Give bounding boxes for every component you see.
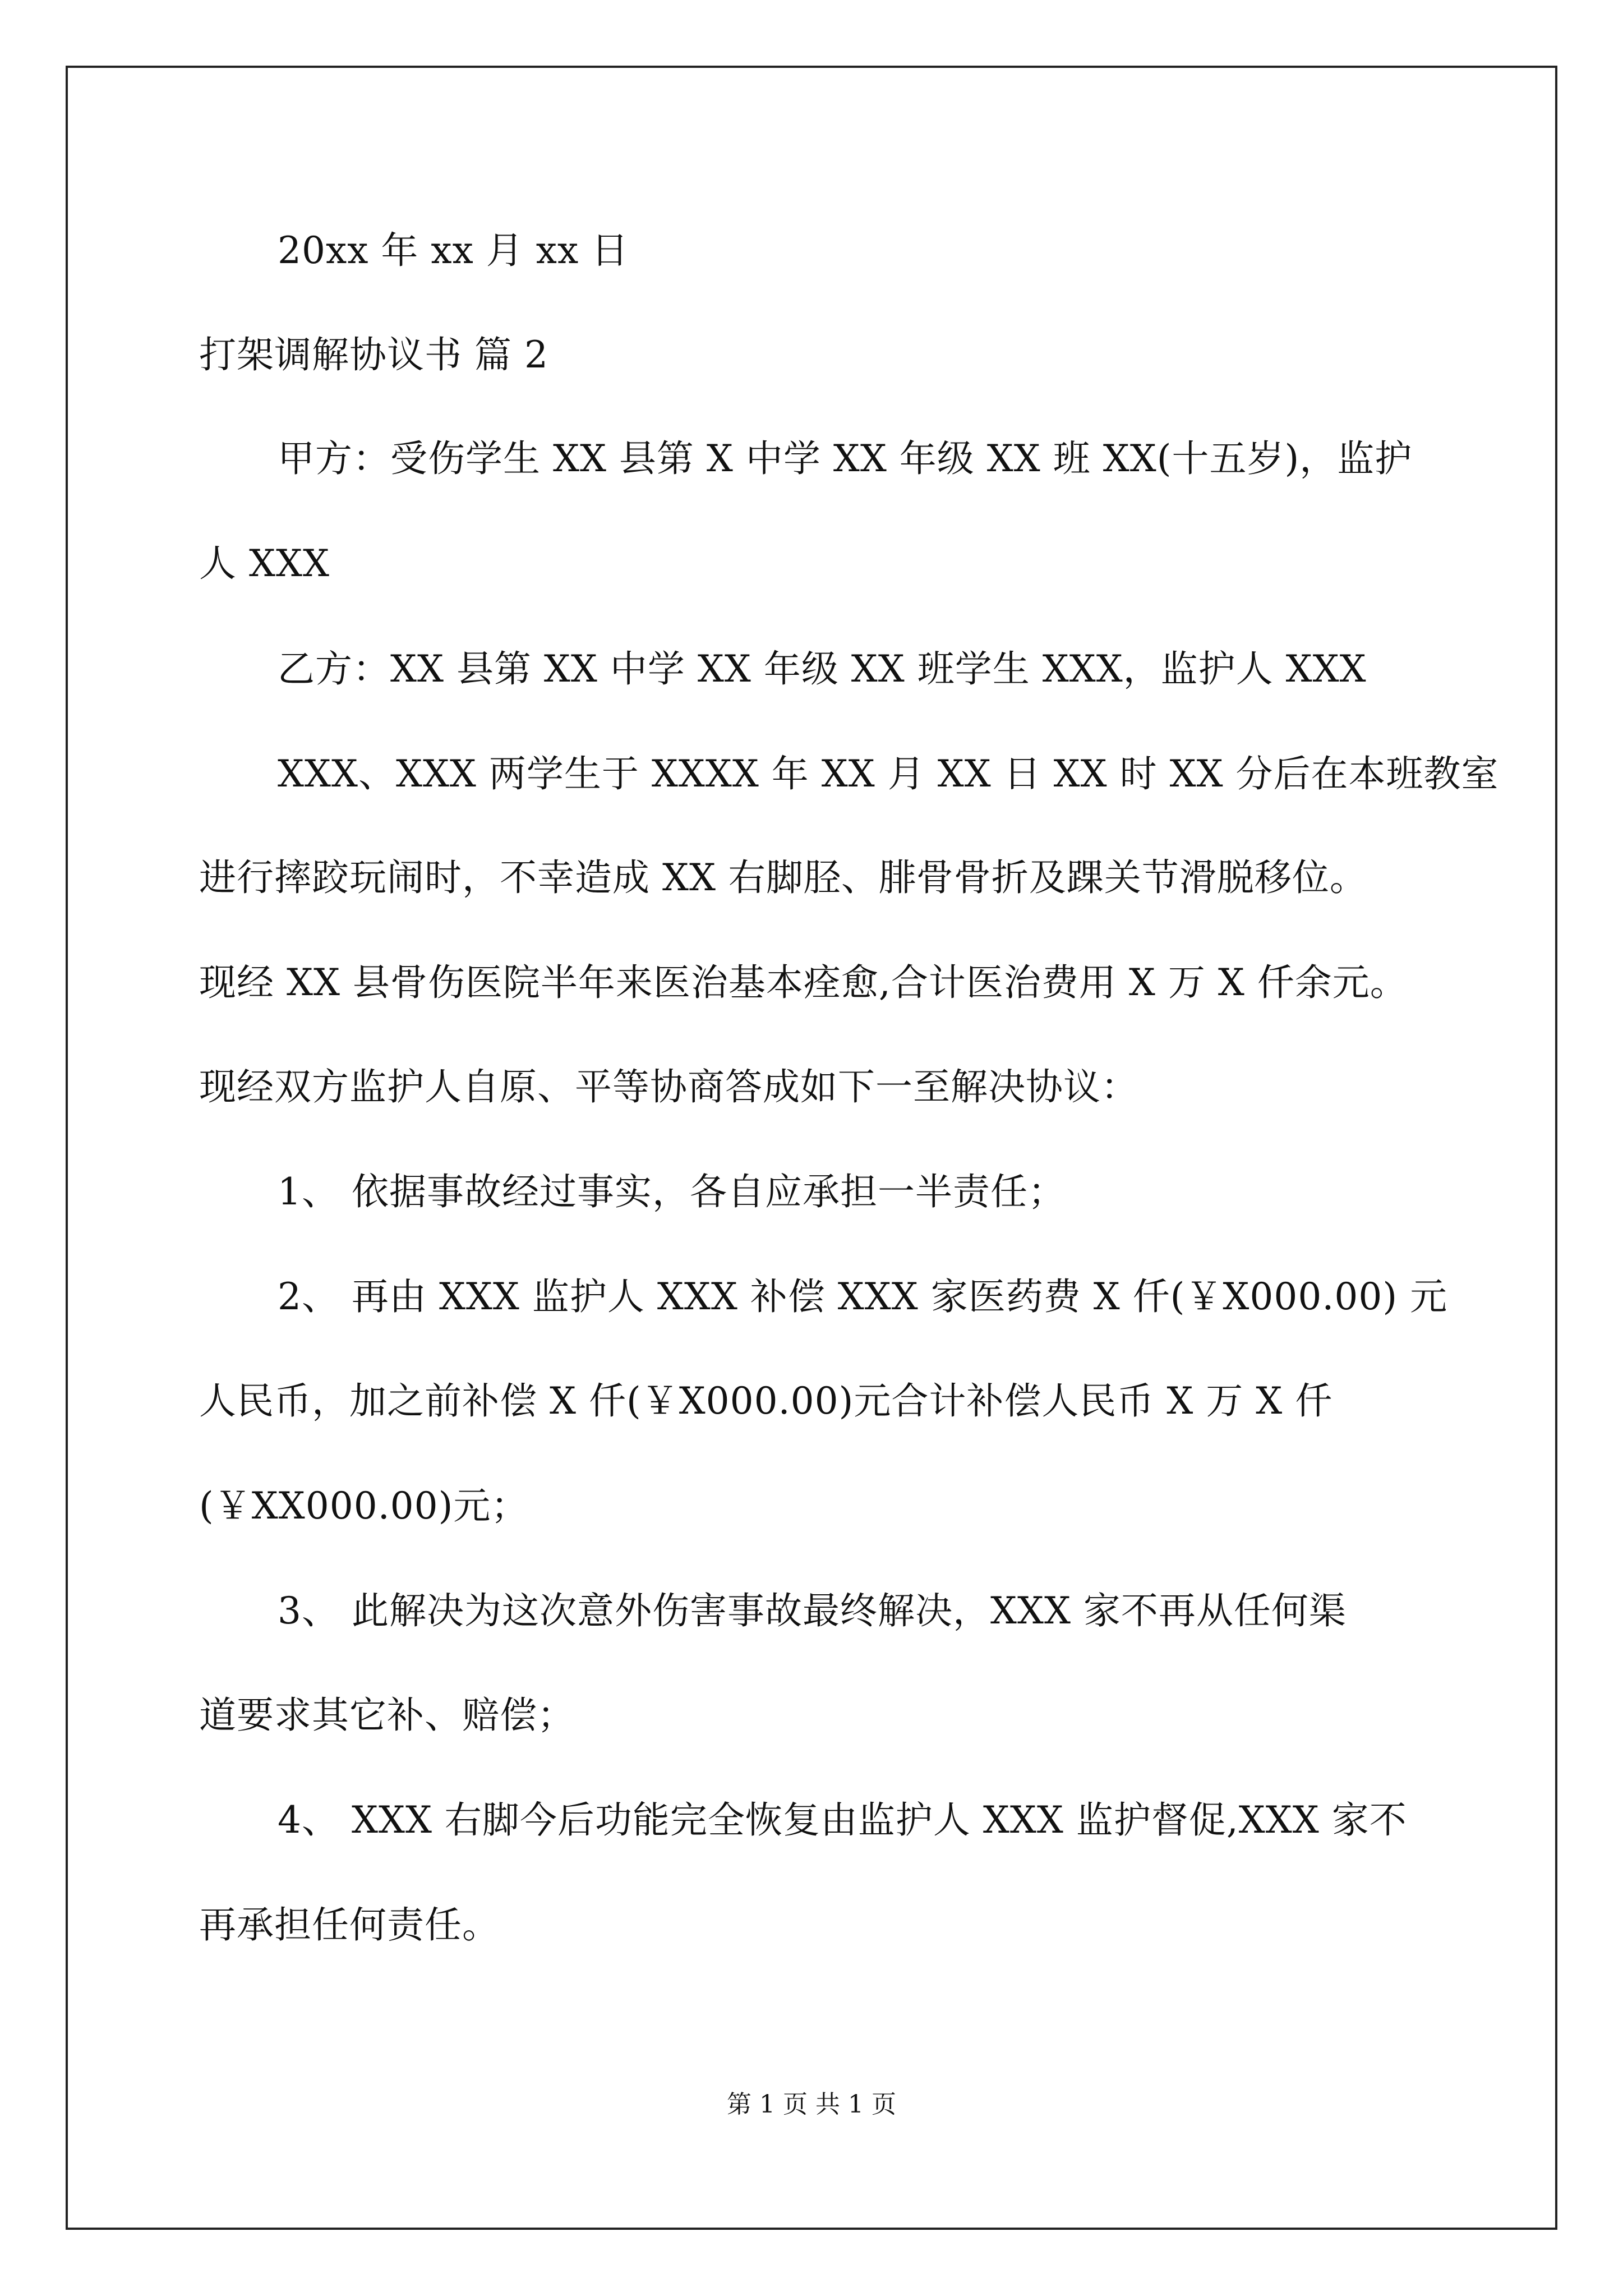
incident-line-4: 现经双方监护人自原、平等协商答成如下一至解决协议： [199, 1065, 1138, 1108]
incident-line-2: 进行摔跤玩闹时，不幸造成 XX 右脚胫、腓骨骨折及踝关节滑脱移位。 [199, 856, 1367, 899]
section-title: 打架调解协议书 篇 2 [199, 333, 548, 376]
party-a-line-2: 人 XXX [199, 542, 330, 585]
incident-line-1: XXX、XXX 两学生于 XXXX 年 XX 月 XX 日 XX 时 XX 分后在本班教室 [278, 752, 1499, 795]
party-a-line-1: 甲方：受伤学生 XX 县第 X 中学 XX 年级 XX 班 XX(十五岁)，监护 [278, 437, 1413, 480]
date-line: 20xx 年 xx 月 xx 日 [278, 229, 629, 272]
clause-1: 1、 依据事故经过事实，各自应承担一半责任； [278, 1170, 1066, 1213]
party-b-line: 乙方：XX 县第 XX 中学 XX 年级 XX 班学生 XXX，监护人 XXX [278, 647, 1367, 691]
page-number-footer: 第 1 页 共 1 页 [727, 2090, 896, 2119]
clause-4-line-1: 4、 XXX 右脚今后功能完全恢复由监护人 XXX 监护督促,XXX 家不 [278, 1798, 1407, 1842]
clause-2-line-3: (￥XX000.00)元； [199, 1484, 529, 1527]
clause-2-line-2: 人民币，加之前补偿 X 仟(￥X000.00)元合计补偿人民币 X 万 X 仟 [199, 1379, 1333, 1423]
clause-2-line-1: 2、 再由 XXX 监护人 XXX 补偿 XXX 家医药费 X 仟(￥X000.00) 元 [278, 1275, 1448, 1318]
clause-4-line-2: 再承担任何责任。 [199, 1903, 500, 1947]
clause-3-line-2: 道要求其它补、赔偿； [199, 1694, 575, 1737]
clause-3-line-1: 3、 此解决为这次意外伤害事故最终解决，XXX 家不再从任何渠 [278, 1589, 1347, 1632]
incident-line-3: 现经 XX 县骨伤医院半年来医治基本痊愈,合计医治费用 X 万 X 仟余元。 [199, 961, 1408, 1004]
